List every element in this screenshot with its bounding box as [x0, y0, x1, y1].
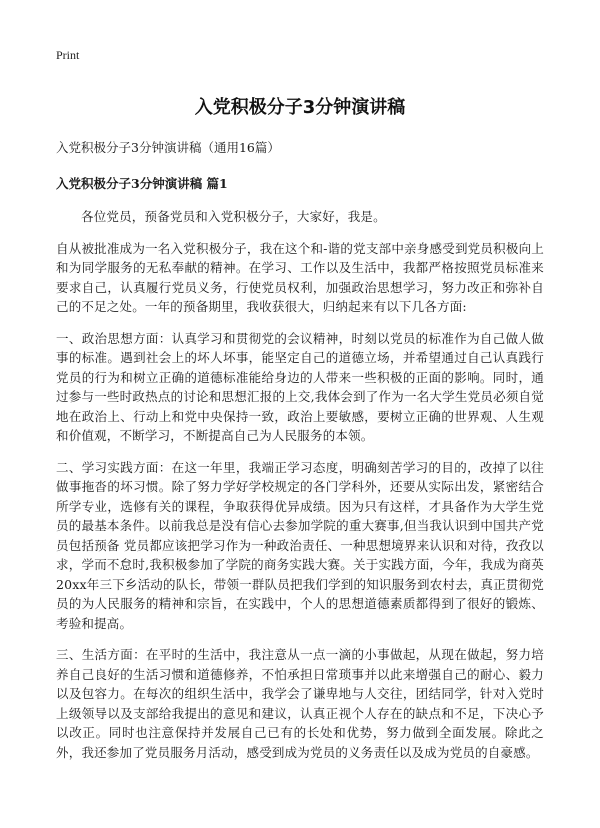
paragraph-study: 二、学习实践方面：在这一年里，我端正学习态度，明确刻苦学习的目的，改掉了以往做事拖沓的坏习惯。除了努力学好学校规定的各门学科外，还要从实际出发，紧密结合所学专业，选修有关的课程，争取获得优异成绩。因为只有这样，才具备作为大学生党员的最基本条件。以前我总是没有信心去参加学院的重大赛事,但当我认识到中国共产党员包括预备 党员都应该把学习作为一种政治责任、一种思想境界来认识和对待，孜孜以求，学而不怠时,我积极参加了学院的商务实践大赛。关于实践方面，今年，我成为商英20xx年三下乡活动的队长，带领一群队员把我们学到的知识服务到农村去，真正贯彻党员的为人民服务的精神和宗旨，在实践中，个人的思想道德素质都得到了很好的锻炼、考验和提高。 — [56, 459, 545, 631]
print-link[interactable]: Print — [56, 48, 80, 62]
section-heading: 入党积极分子3分钟演讲稿 篇1 — [56, 176, 228, 191]
paragraph-greeting: 各位党员，预备党员和入党积极分子，大家好，我是。 — [81, 209, 386, 224]
paragraph-intro: 自从被批准成为一名入党积极分子，我在这个和-谐的党支部中亲身感受到党员积极向上和为同学服务的无私奉献的精神。在学习、工作以及生活中，我都严格按照党员标准来要求自己，认真履行党员义务，行使党员权利，加强政治思想学习，努力改正和弥补自己的不足之处。一年的预备期里，我收获很大，归纳起来有以下几各方面: — [56, 240, 544, 314]
paragraph-life: 三、生活方面：在平时的生活中，我注意从一点一滴的小事做起，从现在做起，努力培养自己良好的生活习惯和道德修养，不怕承担日常琐事并以此来增强自己的耐心、毅力以及包容力。在每次的组织生活中，我学会了谦卑地与人交往，团结同学，针对入党时上级领导以及支部给我提出的意见和建议，认真正视个人存在的缺点和不足，下决心予以改正。同时也注意保持并发展自己已有的长处和优势，努力做到全面发展。除此之外，我还参加了党员服务月活动，感受到成为党员的义务责任以及成为党员的自豪感。 — [56, 647, 544, 760]
paragraph-politics: 一、政治思想方面：认真学习和贯彻党的会议精神，时刻以党员的标准作为自己做人做事的标准。遇到社会上的坏人坏事，能坚定自己的道德立场，并希望通过自己认真践行党员的行为和树立正确的道德标准能给身边的人带来一些积极的正面的影响。同时，通过参与一些时政热点的讨论和思想汇报的上交,我体会到了作为一名大学生党员必须自觉地在政治上、行动上和党中央保持一致，政治上要敏感，要树立正确的世界观、人生观和价值观，不断学习，不断提高自己为人民服务的本领。 — [56, 330, 544, 443]
document-subtitle: 入党积极分子3分钟演讲稿（通用16篇） — [56, 140, 280, 155]
page-title: 入党积极分子3分钟演讲稿 — [194, 97, 406, 118]
